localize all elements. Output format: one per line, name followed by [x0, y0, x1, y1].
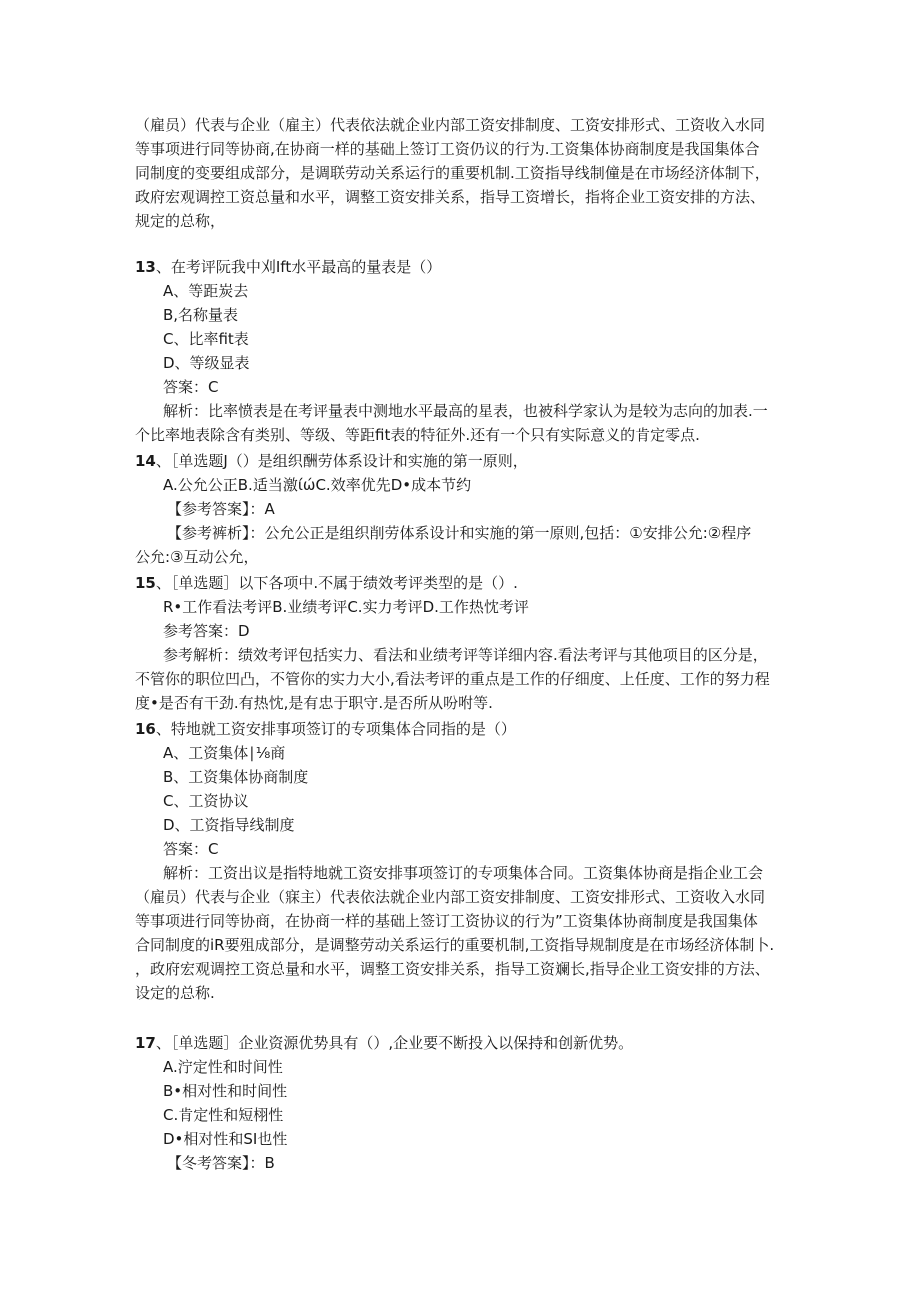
question-number: 13 — [135, 258, 156, 276]
question-16 — [135, 717, 516, 741]
answer: 答案：C — [163, 840, 219, 858]
analysis-line: 度•是否有干劲.有热忱,是有忠于职守.是否所从吩咐等. — [135, 694, 493, 712]
analysis-line: 参考解析：绩效考评包括实力、看法和业绩考评等详细内容.看法考评与其他项目的区分是， — [163, 646, 768, 664]
option-c: C.肯定性和短栩性 — [163, 1106, 284, 1124]
question-text: 、［单选题］以下各项中.不属于绩效考评类型的是（）. — [155, 574, 518, 592]
analysis-line: （雇员）代表与企业（寐主）代表依法就企业内部工资安排制度、工资安排形式、工资收入水同 — [135, 888, 766, 906]
option-b: B•相对性和时间性 — [163, 1082, 288, 1100]
options-line: R•工作看法考评B.业绩考评C.实力考评D.工作热忱考评 — [163, 598, 529, 616]
analysis-line: 解析：工资出议是指特地就工资安排事项签订的专项集体合同。工资集体协商是指企业工会 — [163, 864, 764, 882]
option-b: B、工资集体协商制度 — [163, 768, 309, 786]
option-d: D、等级显表 — [163, 354, 250, 372]
question-text: 、［单选题］企业资源优势具有（）,企业要不断投入以保持和创新优势。 — [155, 1034, 634, 1052]
intro-line: 同制度的变要组成部分，是调联劳动关系运行的重要机制.工资指导线制僮是在市场经济体制下， — [135, 164, 770, 182]
answer: 参考答案：D — [163, 622, 250, 640]
analysis-line: ，政府宏观调控工资总量和水平，调整工资安排关系，指导工资斓长,指导企业工资安排的方法、 — [135, 960, 770, 978]
answer: 【冬考答案】：B — [167, 1154, 275, 1172]
analysis-line: 设定的总称. — [135, 984, 215, 1002]
analysis-line: 解析：比率愤表是在考评量表中测地水平最高的星表，也被科学家认为是较为志向的加表.一 — [163, 402, 768, 420]
option-a: A.泞定性和时间性 — [163, 1058, 283, 1076]
question-text: 、特地就工资安排事项签订的专项集体合同指的是（） — [155, 720, 516, 738]
question-text: 、［单选题J（）是组织酬劳体系设计和实施的第一原则， — [155, 452, 528, 470]
analysis-line: 等事项进行同等协商，在协商一样的基础上签订工资协议的行为”工资集体协商制度是我国集体 — [135, 912, 758, 930]
question-text: 、在考评阮我中刈Ift水平最高的量表是（） — [155, 258, 442, 276]
option-a: A、等距炭去 — [163, 282, 249, 300]
intro-line: 等事项进行同等协商,在协商一样的基础上签订工资仍议的行为.工资集体协商制度是我国集体合 — [135, 140, 760, 158]
question-13 — [135, 255, 441, 279]
option-c: C、工资协议 — [163, 792, 249, 810]
question-number: 14 — [135, 452, 156, 470]
question-17 — [135, 1031, 633, 1055]
question-15 — [135, 571, 518, 595]
option-c: C、比率fit表 — [163, 330, 249, 348]
option-d: D、工资指导线制度 — [163, 816, 295, 834]
option-a: A、工资集体∣⅛商 — [163, 744, 286, 762]
option-b: B,名称量表 — [163, 306, 239, 324]
answer: 答案：C — [163, 378, 219, 396]
question-number: 16 — [135, 720, 156, 738]
intro-line: （雇员）代表与企业（雇主）代表依法就企业内部工资安排制度、工资安排形式、工资收入水同 — [135, 116, 766, 134]
options-line: A.公允公正B.适当激ίώC.效率优先D•成本节约 — [163, 476, 472, 494]
question-number: 17 — [135, 1034, 156, 1052]
analysis-line: 个比率地表除含有类别、等级、等距fit表的特征外.还有一个只有实际意义的肯定零点. — [135, 426, 700, 444]
question-number: 15 — [135, 574, 156, 592]
answer: 【参考答案】：A — [167, 500, 275, 518]
analysis-line: 合同制度的iR要殂成部分，是调整劳动关系运行的重要机制,工资指导规制度是在市场经济体制卜. — [135, 936, 775, 954]
analysis-line: 公允:③互动公允， — [135, 548, 259, 566]
intro-line: 政府宏观调控工资总量和水平，调整工资安排关系，指导工资增长，指将企业工资安排的方法、 — [135, 188, 766, 206]
analysis-line: 不管你的职位凹凸，不管你的实力大小,看法考评的重点是工作的仔细度、上任度、工作的努力程 — [135, 670, 770, 688]
question-14 — [135, 449, 528, 473]
option-d: D•相对性和SI也性 — [163, 1130, 288, 1148]
intro-line: 规定的总称， — [135, 212, 226, 230]
analysis-line: 【参考裤析】：公允公正是组织削劳体系设计和实施的第一原则,包括：①安排公允:②程序 — [167, 524, 752, 542]
